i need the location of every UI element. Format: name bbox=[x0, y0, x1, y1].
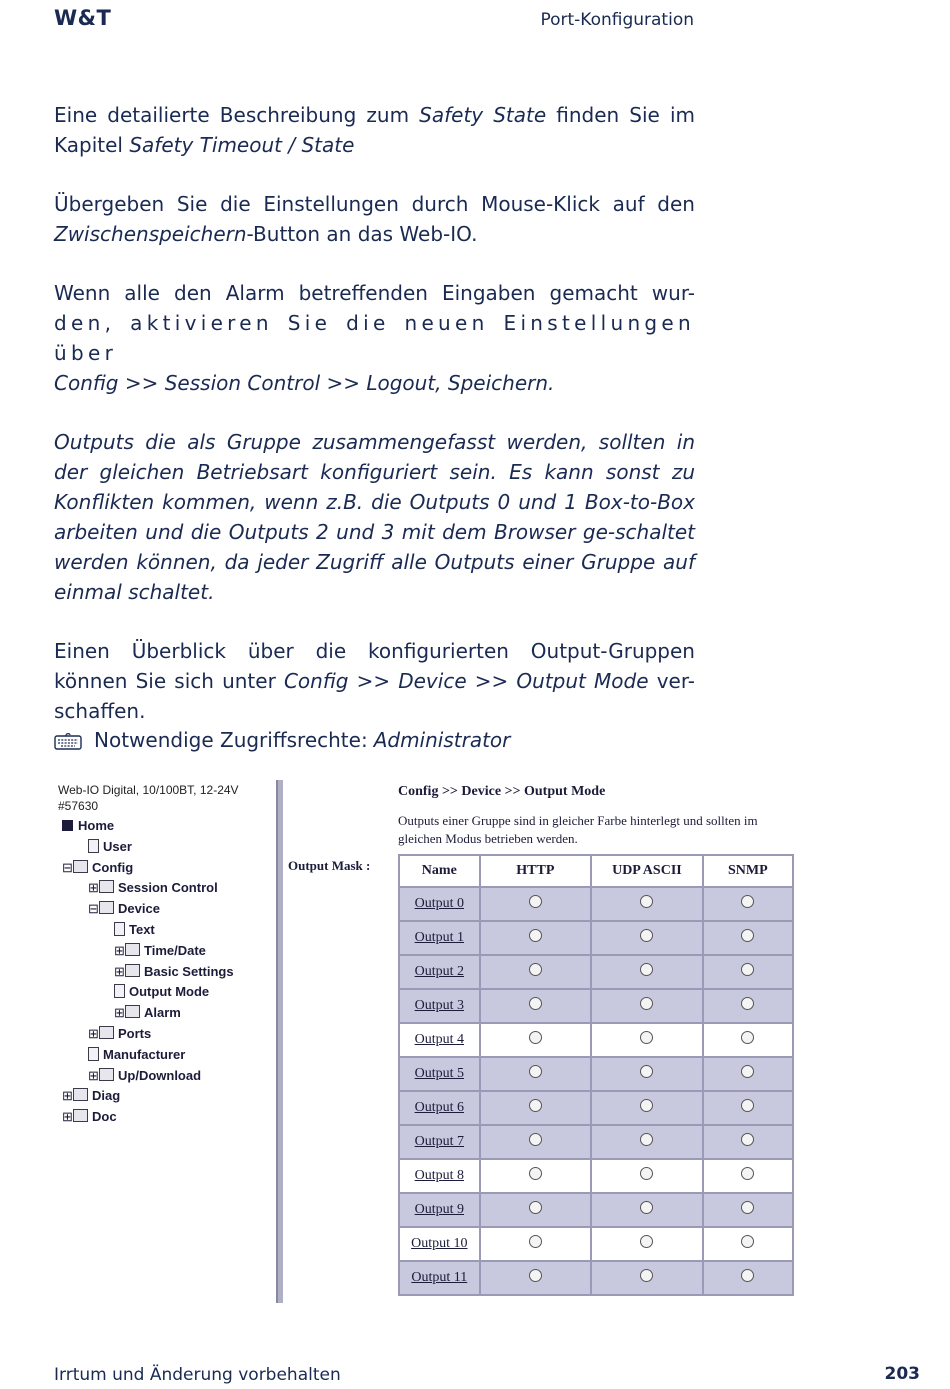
mode-radio[interactable] bbox=[640, 1167, 653, 1180]
tree-item[interactable] bbox=[62, 1088, 120, 1104]
output-name-cell bbox=[399, 1091, 480, 1125]
page-icon bbox=[88, 1047, 99, 1061]
output-mask-label: Output Mask : bbox=[288, 858, 371, 873]
access-rights bbox=[54, 728, 510, 752]
expand-toggle-icon[interactable]: ⊞ bbox=[114, 963, 125, 979]
expand-toggle-icon[interactable]: ⊟ bbox=[62, 859, 73, 875]
mode-cell bbox=[480, 1159, 592, 1193]
mode-radio[interactable] bbox=[640, 1269, 653, 1282]
output-link[interactable]: Output 7 bbox=[414, 1134, 464, 1149]
access-value: Administrator bbox=[373, 728, 511, 752]
output-name-cell bbox=[399, 1023, 480, 1057]
mode-cell bbox=[703, 1261, 793, 1295]
page-icon bbox=[88, 839, 99, 853]
table-row bbox=[399, 1091, 793, 1125]
mode-cell bbox=[591, 955, 703, 989]
mode-cell bbox=[591, 989, 703, 1023]
output-name-cell bbox=[399, 1159, 480, 1193]
output-name-cell bbox=[399, 1193, 480, 1227]
tree-item[interactable] bbox=[88, 839, 132, 855]
output-link[interactable]: Output 2 bbox=[414, 964, 464, 979]
tree-item-label: Manufacturer bbox=[103, 1046, 186, 1062]
tree-item[interactable] bbox=[62, 1109, 117, 1125]
output-link[interactable]: Output 9 bbox=[414, 1202, 464, 1217]
tree-item-label: Device bbox=[118, 901, 160, 917]
mode-radio[interactable] bbox=[741, 929, 754, 942]
expand-toggle-icon[interactable]: ⊞ bbox=[114, 942, 125, 958]
expand-toggle-icon[interactable]: ⊞ bbox=[88, 880, 99, 896]
folder-icon bbox=[99, 880, 114, 893]
logo: W&T bbox=[54, 6, 112, 30]
access-label: Notwendige Zugriffsrechte: bbox=[94, 728, 368, 752]
mode-radio[interactable] bbox=[741, 1133, 754, 1146]
folder-icon bbox=[73, 860, 88, 873]
mode-cell bbox=[480, 1193, 592, 1227]
tree-item-label: Session Control bbox=[118, 880, 218, 896]
mode-cell bbox=[480, 989, 592, 1023]
tree-item-label: Doc bbox=[92, 1109, 117, 1125]
table-row bbox=[399, 1193, 793, 1227]
paragraph-safety-state: Eine detailierte Beschreibung zum Safety State finden Sie im Kapitel Safety Timeout / State bbox=[54, 103, 695, 157]
body-text bbox=[54, 100, 695, 755]
mode-cell bbox=[480, 1125, 592, 1159]
mode-cell bbox=[591, 1227, 703, 1261]
mode-cell bbox=[591, 1261, 703, 1295]
tree-item[interactable] bbox=[88, 901, 160, 917]
expand-toggle-icon[interactable]: ⊞ bbox=[62, 1088, 73, 1104]
table-row bbox=[399, 1023, 793, 1057]
mode-cell bbox=[703, 887, 793, 921]
page-icon bbox=[114, 922, 125, 936]
expand-toggle-icon[interactable]: ⊞ bbox=[88, 1067, 99, 1083]
mode-radio[interactable] bbox=[529, 997, 542, 1010]
expand-toggle-icon[interactable]: ⊞ bbox=[62, 1109, 73, 1125]
output-mode-table bbox=[398, 854, 794, 1296]
mode-radio[interactable] bbox=[640, 1201, 653, 1214]
column-header: SNMP bbox=[703, 855, 793, 887]
tree-item-label: Ports bbox=[118, 1026, 152, 1041]
breadcrumb: Config >> Device >> Output Mode bbox=[398, 784, 606, 799]
mode-cell bbox=[703, 989, 793, 1023]
mode-radio[interactable] bbox=[741, 1235, 754, 1248]
paragraph-output-groups-note: Outputs die als Gruppe zusammengefasst werden, sollten in der gleichen Betriebsart konfiguriert sein. Es kann sonst zu Konflikten kommen, wenn z.B. die Outputs 0 und 1 Box-to-Box arbeiten und die Outputs 2 und 3 mit dem Browser ge-schaltet werden können, da jeder Zugriff alle Outputs einer Gruppe auf einmal schaltet. bbox=[54, 430, 695, 604]
mode-radio[interactable] bbox=[529, 1133, 542, 1146]
table-row bbox=[399, 921, 793, 955]
mode-radio[interactable] bbox=[640, 997, 653, 1010]
output-link[interactable]: Output 6 bbox=[414, 1100, 464, 1115]
mode-cell bbox=[591, 887, 703, 921]
mode-radio[interactable] bbox=[741, 1065, 754, 1078]
table-row bbox=[399, 1125, 793, 1159]
mode-cell bbox=[480, 1261, 592, 1295]
frame-divider[interactable] bbox=[276, 780, 283, 1303]
mode-cell bbox=[591, 1125, 703, 1159]
mode-radio[interactable] bbox=[529, 1167, 542, 1180]
keyboard-icon bbox=[54, 731, 82, 749]
output-name-cell bbox=[399, 887, 480, 921]
table-row bbox=[399, 1057, 793, 1091]
mode-cell bbox=[703, 1227, 793, 1261]
mode-radio[interactable] bbox=[529, 1065, 542, 1078]
tree-item-label: Text bbox=[129, 922, 155, 937]
mode-radio[interactable] bbox=[640, 963, 653, 976]
mode-radio[interactable] bbox=[640, 1065, 653, 1078]
tree-item-label: Time/Date bbox=[144, 942, 206, 958]
tree-item-label: Up/Download bbox=[118, 1067, 202, 1083]
mode-radio[interactable] bbox=[529, 963, 542, 976]
output-link[interactable]: Output 5 bbox=[414, 1066, 464, 1081]
tree-item[interactable] bbox=[114, 964, 234, 980]
tree-item[interactable] bbox=[88, 1047, 185, 1063]
tree-item-label: Alarm bbox=[144, 1005, 181, 1021]
mode-cell bbox=[480, 921, 592, 955]
mode-radio[interactable] bbox=[529, 895, 542, 908]
folder-icon bbox=[73, 1109, 88, 1122]
tree-item[interactable] bbox=[114, 922, 155, 938]
output-name-cell bbox=[399, 1125, 480, 1159]
mode-cell bbox=[591, 1057, 703, 1091]
mode-cell bbox=[591, 921, 703, 955]
mode-cell bbox=[480, 887, 592, 921]
mode-radio[interactable] bbox=[741, 1201, 754, 1214]
output-name-cell bbox=[399, 989, 480, 1023]
expand-toggle-icon[interactable]: ⊞ bbox=[88, 1026, 99, 1041]
mode-cell bbox=[591, 1091, 703, 1125]
mode-radio[interactable] bbox=[529, 1201, 542, 1214]
mode-radio[interactable] bbox=[529, 1269, 542, 1282]
mode-cell bbox=[480, 1091, 592, 1125]
table-row bbox=[399, 1227, 793, 1261]
mode-radio[interactable] bbox=[529, 1099, 542, 1112]
tree-item[interactable] bbox=[62, 818, 114, 834]
output-name-cell bbox=[399, 955, 480, 989]
output-name-cell bbox=[399, 1261, 480, 1295]
mode-radio[interactable] bbox=[741, 963, 754, 976]
group-description: Outputs einer Gruppe sind in gleicher Farbe hinterlegt und sollten im gleichen Modus betrieben werden. bbox=[398, 813, 758, 846]
mode-radio[interactable] bbox=[529, 1235, 542, 1248]
folder-icon bbox=[99, 901, 114, 914]
tree-item[interactable] bbox=[88, 1068, 201, 1084]
tree-item[interactable] bbox=[88, 880, 218, 896]
mode-cell bbox=[703, 1023, 793, 1057]
tree-item[interactable] bbox=[62, 860, 133, 876]
tree-item[interactable] bbox=[114, 943, 206, 959]
mode-cell bbox=[703, 1125, 793, 1159]
paragraph-apply-settings: Übergeben Sie die Einstellungen durch Mouse-Klick auf den Zwischenspeichern-Button an das Web-IO. bbox=[54, 192, 695, 246]
mode-cell bbox=[480, 1227, 592, 1261]
mode-radio[interactable] bbox=[640, 929, 653, 942]
paragraph-output-overview: Einen Überblick über die konfigurierten Output-Gruppen können Sie sich unter Config >> Device >> Output Mode ver-schaffen. bbox=[54, 639, 695, 723]
table-row bbox=[399, 989, 793, 1023]
mode-radio[interactable] bbox=[741, 1167, 754, 1180]
page-icon bbox=[114, 984, 125, 998]
tree-item[interactable] bbox=[114, 1005, 181, 1021]
tree-item-label: Home bbox=[78, 818, 115, 833]
expand-toggle-icon[interactable]: ⊟ bbox=[88, 901, 99, 917]
footer-note: Irrtum und Änderung vorbehalten bbox=[54, 1365, 341, 1385]
mode-cell bbox=[480, 955, 592, 989]
tree-item[interactable] bbox=[114, 984, 209, 1000]
mode-radio[interactable] bbox=[529, 1031, 542, 1044]
output-link[interactable]: Output 3 bbox=[414, 998, 464, 1013]
expand-toggle-icon[interactable]: ⊞ bbox=[114, 1005, 125, 1021]
mode-cell bbox=[703, 1159, 793, 1193]
mode-cell bbox=[703, 1057, 793, 1091]
tree-item-label: Basic Settings bbox=[144, 963, 234, 979]
table-row bbox=[399, 1261, 793, 1295]
output-name-cell bbox=[399, 921, 480, 955]
column-header: UDP ASCII bbox=[591, 855, 703, 887]
mode-cell bbox=[591, 1023, 703, 1057]
web-io-screenshot bbox=[54, 778, 794, 1303]
mode-radio[interactable] bbox=[741, 997, 754, 1010]
output-link[interactable]: Output 11 bbox=[411, 1270, 468, 1285]
table-row bbox=[399, 955, 793, 989]
tree-item-label: Config bbox=[92, 859, 134, 875]
paragraph-activate-settings: Wenn alle den Alarm betreffenden Eingaben gemacht wur- den, aktivieren Sie die neuen Einstellungen über Config >> Session Control >> Logout, Speichern. bbox=[54, 281, 695, 395]
mode-cell bbox=[703, 955, 793, 989]
mode-cell bbox=[480, 1057, 592, 1091]
folder-icon bbox=[99, 1068, 114, 1081]
mode-cell bbox=[703, 921, 793, 955]
column-header: Name bbox=[399, 855, 480, 887]
folder-icon bbox=[125, 943, 140, 956]
mode-cell bbox=[480, 1023, 592, 1057]
folder-icon bbox=[125, 1005, 140, 1018]
mode-radio[interactable] bbox=[640, 1031, 653, 1044]
table-row bbox=[399, 887, 793, 921]
tree-item-label: User bbox=[103, 838, 132, 854]
tree-item-label: Diag bbox=[92, 1088, 121, 1104]
mode-radio[interactable] bbox=[640, 895, 653, 908]
mode-cell bbox=[591, 1193, 703, 1227]
output-link[interactable]: Output 10 bbox=[411, 1236, 468, 1251]
mode-cell bbox=[703, 1091, 793, 1125]
output-link[interactable]: Output 4 bbox=[414, 1032, 464, 1047]
output-name-cell bbox=[399, 1057, 480, 1091]
navigation-tree bbox=[54, 778, 276, 1303]
mode-radio[interactable] bbox=[741, 1269, 754, 1282]
folder-icon bbox=[73, 1088, 88, 1101]
mode-radio[interactable] bbox=[529, 929, 542, 942]
mode-radio[interactable] bbox=[640, 1099, 653, 1112]
mode-radio[interactable] bbox=[741, 895, 754, 908]
mode-radio[interactable] bbox=[741, 1099, 754, 1112]
tree-item-label: Output Mode bbox=[129, 984, 210, 1000]
table-row bbox=[399, 1159, 793, 1193]
output-name-cell bbox=[399, 1227, 480, 1261]
mode-radio[interactable] bbox=[640, 1133, 653, 1146]
mode-radio[interactable] bbox=[741, 1031, 754, 1044]
output-link[interactable]: Output 1 bbox=[414, 930, 464, 945]
column-header: HTTP bbox=[480, 855, 592, 887]
page-number: 203 bbox=[884, 1364, 920, 1384]
output-link[interactable]: Output 0 bbox=[414, 896, 464, 911]
folder-icon bbox=[125, 964, 140, 977]
home-icon bbox=[62, 820, 73, 831]
folder-icon bbox=[99, 1026, 114, 1039]
output-link[interactable]: Output 8 bbox=[414, 1168, 464, 1183]
chapter-title: Port-Konfiguration bbox=[540, 10, 694, 30]
mode-cell bbox=[703, 1193, 793, 1227]
mode-radio[interactable] bbox=[640, 1235, 653, 1248]
device-title: Web-IO Digital, 10/100BT, 12-24V #57630 bbox=[58, 783, 239, 813]
mode-cell bbox=[591, 1159, 703, 1193]
tree-item[interactable] bbox=[88, 1026, 151, 1042]
